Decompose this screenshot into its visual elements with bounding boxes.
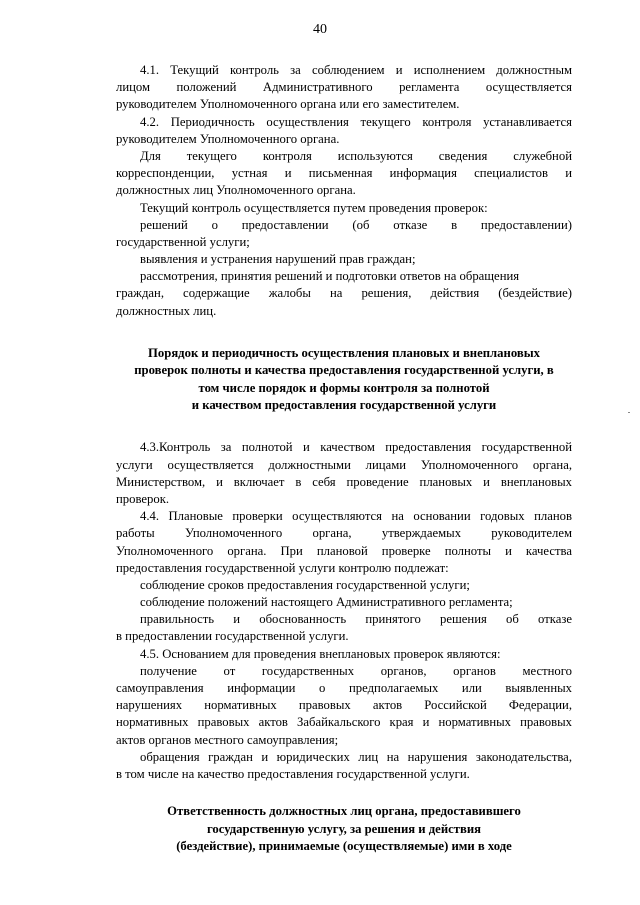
paragraph-line: выявления и устранения нарушений прав граждан;	[140, 252, 416, 267]
paragraph-line: 4.3.Контроль за полнотой и качеством предоставления государственной	[140, 440, 572, 455]
paragraph-line: правильность и обоснованность принятого решения об отказе	[140, 612, 572, 627]
page-number: 40	[313, 22, 327, 37]
heading-line: том числе порядок и формы контроля за полнотой	[198, 380, 490, 395]
paragraph-line: руководителем Уполномоченного органа.	[116, 131, 340, 146]
paragraph-line: 4.2. Периодичность осуществления текущего контроля устанавливается	[140, 114, 572, 129]
paragraph-line: Уполномоченного органа. При плановой проверке полноты и качества	[116, 543, 572, 558]
heading-line: Ответственность должностных лиц органа, предоставившего	[167, 804, 521, 819]
paragraph-line: рассмотрения, принятия решений и подготовки ответов на обращения	[140, 269, 520, 284]
section-heading	[116, 803, 572, 855]
paragraph-line: проверок.	[116, 491, 170, 506]
paragraph-line: соблюдение положений настоящего Административного регламента;	[140, 595, 513, 610]
paragraph-line: корреспонденции, устная и письменная информация специалистов и	[116, 166, 572, 181]
paragraph-line: услуги осуществляется должностными лицами Уполномоченного органа,	[116, 457, 572, 472]
section-4-1-to-4-2	[116, 62, 572, 320]
heading-line: проверок полноты и качества предоставления государственной услуги, в	[134, 363, 554, 378]
paragraph-line: 4.4. Плановые проверки осуществляются на основании годовых планов	[140, 509, 572, 524]
paragraph-line: работы Уполномоченного органа, утверждаемых руководителем	[116, 526, 572, 541]
paragraph-line: в предоставлении государственной услуги.	[116, 629, 349, 644]
paragraph-line: руководителем Уполномоченного органа или его заместителем.	[116, 97, 460, 112]
paragraph-line: нормативных правовых актов Забайкальского края и нормативных правовых	[116, 715, 572, 730]
paragraph-line: обращения граждан и юридических лиц на нарушения законодательства,	[140, 749, 572, 764]
section-4-3-to-4-5	[116, 439, 572, 783]
paragraph-line: Министерством, и включает в себя проведение плановых и внеплановых	[116, 474, 572, 489]
page-content	[116, 62, 572, 855]
paragraph-line: нарушениях нормативных правовых актов Российской Федерации,	[116, 698, 572, 713]
paragraph-line: соблюдение сроков предоставления государственной услуги;	[140, 577, 470, 592]
heading-line: и качеством предоставления государственной услуги	[191, 397, 497, 412]
paragraph-line: в том числе на качество предоставления государственной услуги.	[116, 766, 470, 781]
paragraph-line: должностных лиц.	[116, 303, 217, 318]
paragraph-line: актов органов местного самоуправления;	[116, 732, 339, 747]
paragraph-line: получение от государственных органов, органов местного	[140, 663, 572, 678]
paragraph-line: должностных лиц Уполномоченного органа.	[116, 183, 356, 198]
paragraph-line: 4.5. Основанием для проведения внеплановых проверок являются:	[140, 646, 501, 661]
paragraph-line: лицом положений Административного регламента осуществляется	[116, 80, 572, 95]
paragraph-line: Для текущего контроля используются сведения служебной	[140, 148, 572, 163]
heading-line: Порядок и периодичность осуществления плановых и внеплановых	[148, 345, 540, 360]
paragraph-line: предоставления государственной услуги контролю подлежат:	[116, 560, 449, 575]
paragraph-line: Текущий контроль осуществляется путем проведения проверок:	[140, 200, 488, 215]
paragraph-line: государственной услуги;	[116, 234, 250, 249]
paragraph-line: граждан, содержащие жалобы на решения, действия (бездействие)	[116, 286, 572, 301]
heading-line: государственную услугу, за решения и действия	[206, 821, 482, 836]
paragraph-line: самоуправления информации о предполагаемых или выявленных	[116, 681, 572, 695]
paragraph-line: 4.1. Текущий контроль за соблюдением и исполнением должностным	[140, 63, 572, 77]
paragraph-line: решений о предоставлении (об отказе в предоставлении)	[140, 217, 572, 232]
margin-mark	[628, 412, 630, 413]
section-heading	[116, 345, 572, 415]
heading-line: (бездействие), принимаемые (осуществляемые) ими в ходе	[176, 838, 512, 853]
